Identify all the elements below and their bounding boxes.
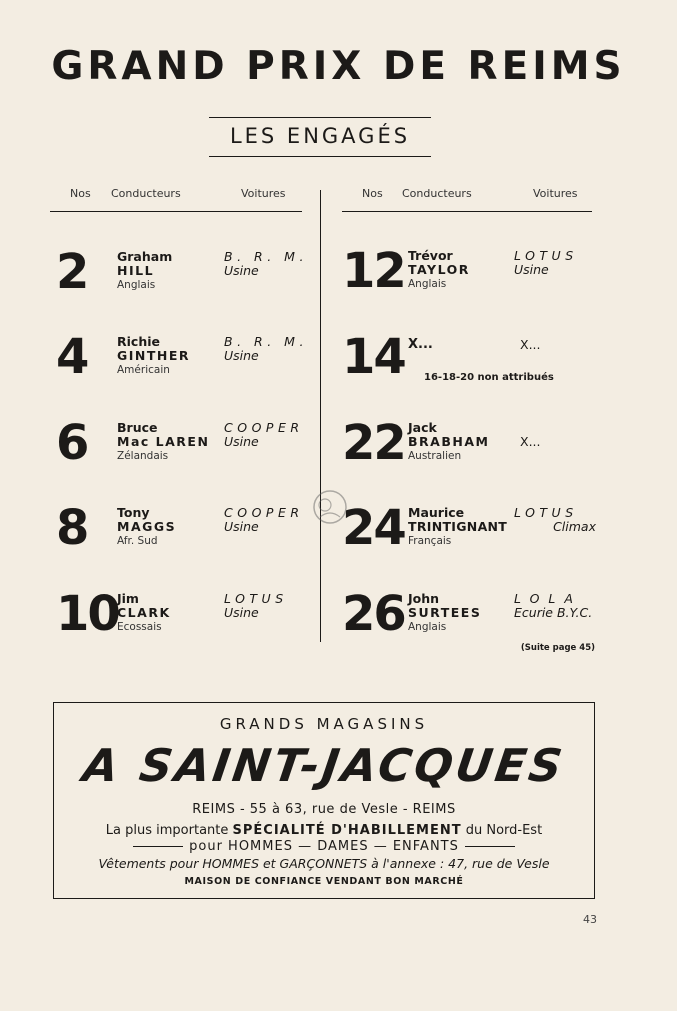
driver-first-name: Tony <box>117 505 150 520</box>
page-number: 43 <box>583 913 597 926</box>
col-head-cars-right: Voitures <box>533 187 578 200</box>
header-rule-right <box>342 211 592 212</box>
col-head-number-left: Nos <box>70 187 91 200</box>
entry-driver <box>117 421 209 463</box>
driver-first-name: Graham <box>117 249 173 264</box>
entry-car <box>520 435 540 449</box>
driver-last-name: Mac LAREN <box>117 434 210 449</box>
ad-address: REIMS - 55 à 63, rue de Vesle - REIMS <box>192 802 456 817</box>
ad-audience-line <box>54 839 594 854</box>
entry-driver <box>408 335 433 352</box>
driver-first-name: X... <box>408 337 433 352</box>
entry-row <box>342 243 622 309</box>
entry-car <box>514 506 596 534</box>
car-type: Usine <box>224 605 259 620</box>
page-title: GRAND PRIX DE REIMS <box>51 44 626 89</box>
driver-first-name: Jim <box>117 591 139 606</box>
car-type: Usine <box>224 434 259 449</box>
car-make: B. R. M. <box>224 334 308 349</box>
unassigned-note: 16-18-20 non attribués <box>424 372 554 383</box>
ad-line3: pour HOMMES — DAMES — ENFANTS <box>189 839 459 854</box>
car-make: COOPER <box>224 420 304 435</box>
ad-header: GRANDS MAGASINS <box>219 715 429 733</box>
col-head-drivers-left: Conducteurs <box>111 187 181 200</box>
entry-car <box>224 421 304 449</box>
entry-car <box>224 592 288 620</box>
driver-last-name: BRABHAM <box>408 434 490 449</box>
car-make: X... <box>520 434 541 449</box>
entry-number: 22 <box>342 415 405 471</box>
car-type: Climax <box>553 519 596 534</box>
driver-nationality: Afr. Sud <box>117 535 158 547</box>
entry-number: 14 <box>342 329 405 385</box>
entry-number: 26 <box>342 586 405 642</box>
driver-nationality: Australien <box>408 450 462 462</box>
driver-last-name: TRINTIGNANT <box>408 519 508 534</box>
entry-driver <box>408 506 507 548</box>
entry-driver <box>408 592 481 634</box>
col-head-number-right: Nos <box>362 187 383 200</box>
entry-car <box>520 338 540 352</box>
driver-last-name: HILL <box>117 263 155 278</box>
ad-specialty-line <box>54 823 594 838</box>
ad-tagline: MAISON DE CONFIANCE VENDANT BON MARCHÉ <box>184 876 464 887</box>
subtitle-frame <box>209 117 431 157</box>
driver-nationality: Ecossais <box>117 621 162 633</box>
entry-row <box>56 244 336 310</box>
header-rule-left <box>50 211 302 212</box>
car-type: Usine <box>514 262 549 277</box>
entry-car <box>224 335 308 363</box>
car-type: Usine <box>224 519 259 534</box>
driver-nationality: Anglais <box>117 279 156 291</box>
col-head-drivers-right: Conducteurs <box>402 187 472 200</box>
driver-last-name: MAGGS <box>117 519 177 534</box>
entry-number: 2 <box>56 244 88 300</box>
driver-last-name: TAYLOR <box>408 262 470 277</box>
ad-line2-b: SPÉCIALITÉ D'HABILLEMENT <box>232 823 462 838</box>
entry-number: 8 <box>56 500 88 556</box>
car-make: LOTUS <box>224 591 288 606</box>
driver-last-name: SURTEES <box>408 605 482 620</box>
driver-first-name: Trévor <box>408 248 453 263</box>
entry-row <box>342 500 622 566</box>
entry-driver <box>117 335 190 377</box>
entry-driver <box>408 249 470 291</box>
entry-number: 24 <box>342 500 405 556</box>
entry-number: 6 <box>56 415 88 471</box>
entry-car <box>224 506 304 534</box>
entry-driver <box>117 506 176 548</box>
driver-nationality: Français <box>408 535 452 547</box>
entry-car <box>224 250 308 278</box>
driver-last-name: CLARK <box>117 605 171 620</box>
entry-driver <box>117 250 172 292</box>
driver-first-name: Maurice <box>408 505 465 520</box>
car-make: LOLA <box>514 591 582 606</box>
entry-row <box>56 586 336 652</box>
entry-number: 12 <box>342 243 405 299</box>
entry-row <box>342 329 622 395</box>
ad-line2-c: du Nord-Est <box>465 823 543 838</box>
driver-first-name: Richie <box>117 334 160 349</box>
car-make: COOPER <box>224 505 304 520</box>
entry-car <box>514 592 592 620</box>
driver-nationality: Américain <box>117 364 170 376</box>
entry-row <box>56 329 336 395</box>
driver-first-name: Bruce <box>117 420 158 435</box>
entry-row <box>56 500 336 566</box>
driver-nationality: Zélandais <box>117 450 169 462</box>
ad-line2-a: La plus importante <box>105 823 229 838</box>
entry-car <box>514 249 578 277</box>
driver-last-name: GINTHER <box>117 348 191 363</box>
ad-dash-right <box>465 846 515 847</box>
col-head-cars-left: Voitures <box>241 187 286 200</box>
car-make: B. R. M. <box>224 249 308 264</box>
entry-row <box>56 415 336 481</box>
page-subtitle: LES ENGAGÉS <box>229 124 411 148</box>
car-make: LOTUS <box>514 248 578 263</box>
car-type: Usine <box>224 348 259 363</box>
car-type: Usine <box>224 263 259 278</box>
ad-annex-line: Vêtements pour HOMMES et GARÇONNETS à l'annexe : 47, rue de Vesle <box>98 856 550 871</box>
entry-number: 10 <box>56 586 119 642</box>
ad-dash-left <box>133 846 183 847</box>
continued-note: (Suite page 45) <box>520 643 595 653</box>
entry-number: 4 <box>56 329 88 385</box>
car-make: X... <box>520 337 541 352</box>
ad-brand: A SAINT-JACQUES <box>79 739 569 792</box>
entry-row <box>342 415 622 481</box>
entry-driver <box>117 592 171 634</box>
driver-nationality: Anglais <box>408 621 447 633</box>
library-stamp <box>310 487 350 527</box>
advertisement-box <box>53 702 595 899</box>
entry-driver <box>408 421 489 463</box>
car-make: LOTUS <box>514 505 578 520</box>
driver-first-name: John <box>408 591 440 606</box>
driver-first-name: Jack <box>408 420 437 435</box>
driver-nationality: Anglais <box>408 278 447 290</box>
car-type: Ecurie B.Y.C. <box>514 605 593 620</box>
